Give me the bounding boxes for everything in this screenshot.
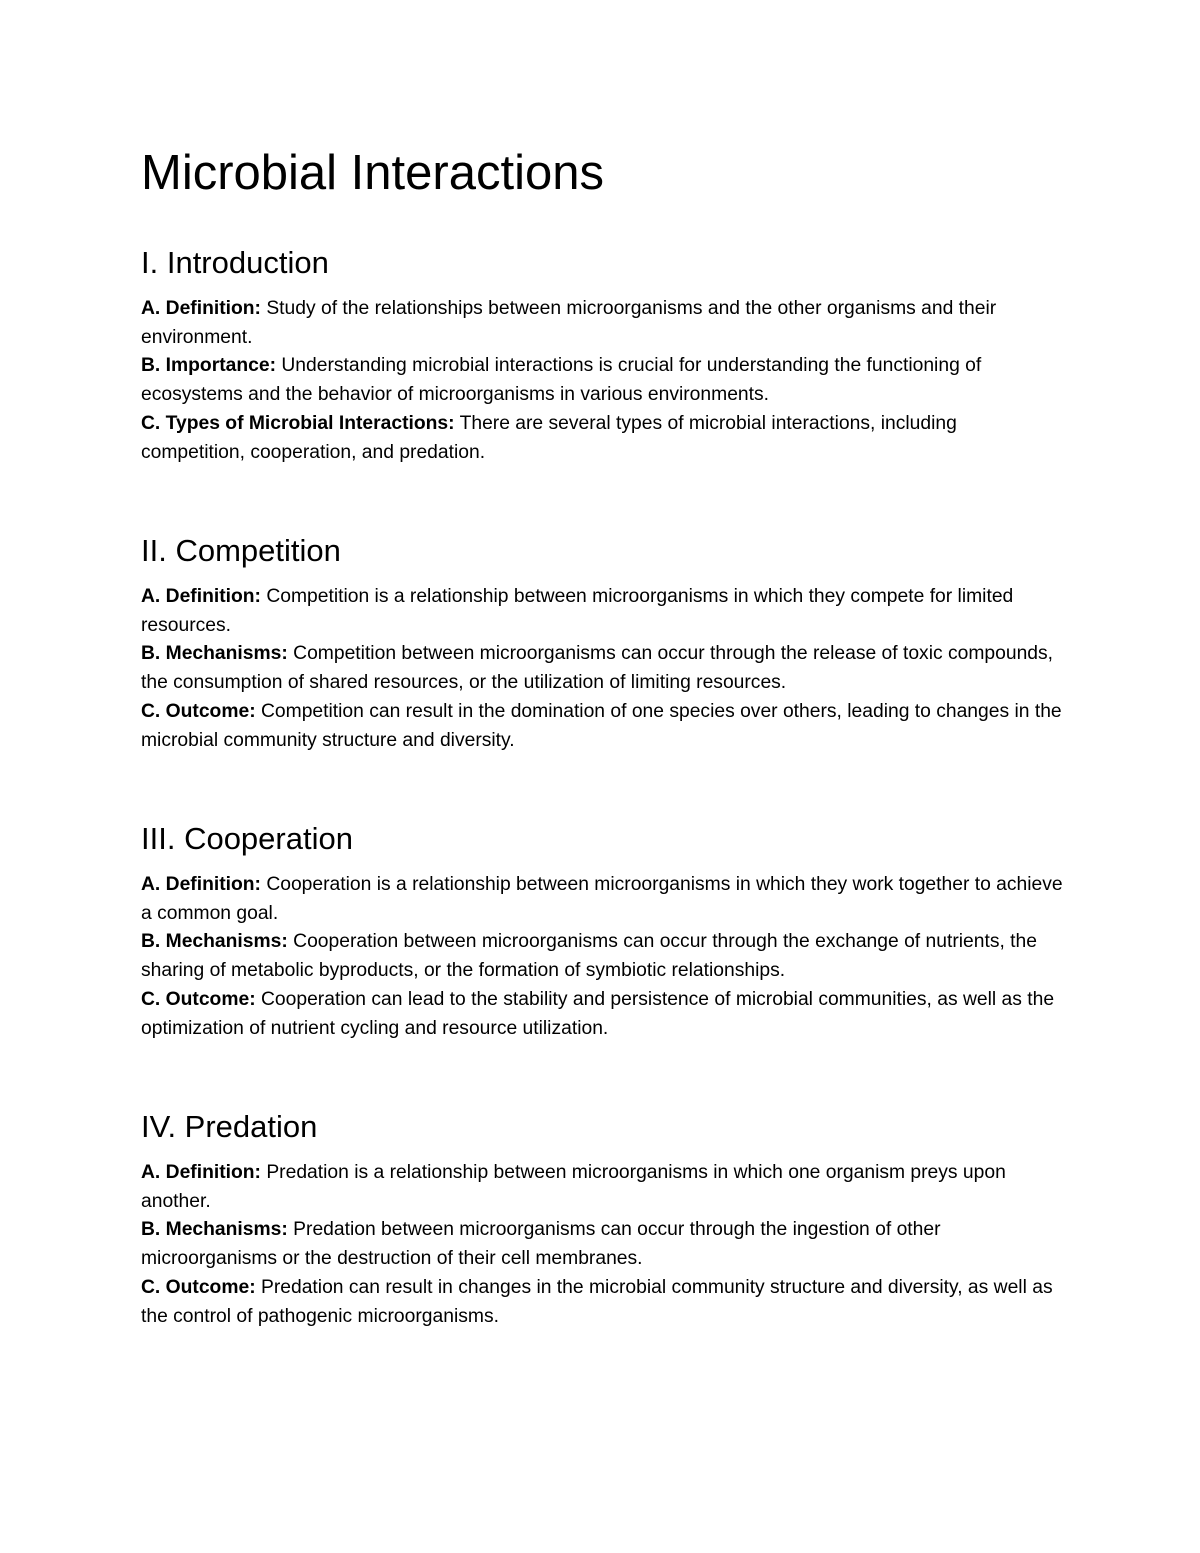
section-item (141, 295, 1066, 352)
section-item (141, 698, 1066, 755)
item-text: There are several types of microbial interactions, including competition, cooperation, and predation. (141, 412, 957, 463)
section-item (141, 583, 1066, 640)
section-item (141, 986, 1066, 1043)
section-item (141, 352, 1066, 409)
item-term: B. Importance: (141, 355, 276, 377)
section-item (141, 871, 1066, 928)
section-items (141, 583, 1066, 755)
item-text: Cooperation is a relationship between microorganisms in which they work together to achieve a common goal. (141, 874, 1063, 924)
section-item (141, 640, 1066, 697)
item-text: Cooperation between microorganisms can occur through the exchange of nutrients, the sharing of metabolic byproducts, or the formation of symbiotic relationships. (141, 931, 1037, 982)
item-text: Predation between microorganisms can occur through the ingestion of other microorganisms or the destruction of their cell membranes. (141, 1219, 941, 1270)
item-term: B. Mechanisms: (141, 1219, 288, 1241)
section-items (141, 295, 1066, 467)
section-cooperation (141, 817, 1066, 1043)
section-items (141, 1159, 1066, 1331)
item-term: B. Mechanisms: (141, 643, 288, 665)
section-heading: III. Cooperation (141, 821, 353, 856)
section-heading: II. Competition (141, 533, 341, 568)
item-text: Understanding microbial interactions is crucial for understanding the functioning of ecosystems and the behavior of microorganisms in various environments. (141, 355, 982, 406)
section-introduction (141, 241, 1066, 467)
item-term: A. Definition: (141, 1162, 261, 1183)
item-text: Competition can result in the domination of one species over others, leading to changes in the microbial community structure and diversity. (141, 700, 1062, 751)
item-term: C. Outcome: (141, 1276, 256, 1298)
section-item (141, 410, 1066, 467)
item-term: B. Mechanisms: (141, 931, 288, 953)
section-item (141, 1159, 1066, 1216)
item-text: Competition is a relationship between microorganisms in which they compete for limited resources. (141, 586, 1014, 636)
item-term: A. Definition: (141, 298, 261, 319)
section-item (141, 928, 1066, 985)
section-heading: IV. Predation (141, 1109, 318, 1144)
section-heading: I. Introduction (141, 245, 329, 280)
section-item (141, 1216, 1066, 1273)
item-text: Predation can result in changes in the microbial community structure and diversity, as well as the control of pathogenic microorganisms. (141, 1276, 1053, 1327)
item-text: Study of the relationships between microorganisms and the other organisms and their environment. (141, 298, 997, 348)
section-predation (141, 1105, 1066, 1331)
item-text: Cooperation can lead to the stability and persistence of microbial communities, as well as the optimization of nutrient cycling and resource utilization. (141, 988, 1055, 1039)
item-term: C. Outcome: (141, 700, 256, 722)
item-text: Competition between microorganisms can occur through the release of toxic compounds, the consumption of shared resources, or the utilization of limiting resources. (141, 643, 1054, 694)
section-items (141, 871, 1066, 1043)
item-text: Predation is a relationship between microorganisms in which one organism preys upon another. (141, 1162, 1006, 1212)
item-term: C. Types of Microbial Interactions: (141, 412, 455, 434)
item-term: A. Definition: (141, 586, 261, 607)
section-competition (141, 529, 1066, 755)
section-item (141, 1274, 1066, 1331)
document-title: Microbial Interactions (141, 146, 604, 200)
item-term: A. Definition: (141, 874, 261, 895)
item-term: C. Outcome: (141, 988, 256, 1010)
